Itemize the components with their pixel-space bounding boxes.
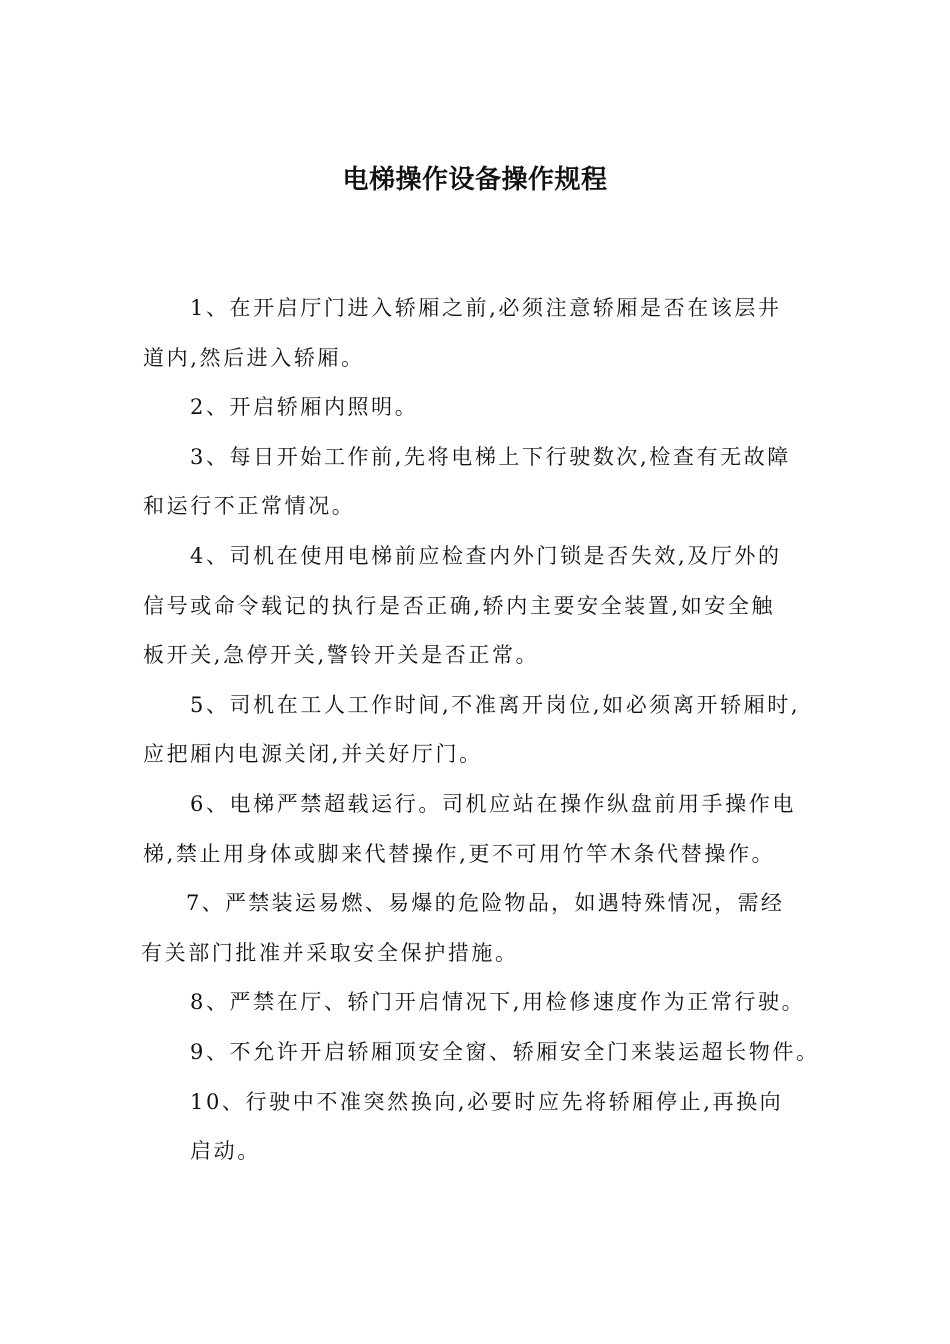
rule-10-line-1: 10、行驶中不准突然换向,必要时应先将轿厢停止,再换向	[190, 1090, 784, 1114]
rule-7-line-2: 有关部门批准并采取安全保护措施。	[141, 941, 519, 965]
rule-6-line-1: 6、电梯严禁超载运行。司机应站在操作纵盘前用手操作电	[190, 792, 796, 816]
rule-4-line-3: 板开关,急停开关,警铃开关是否正常。	[143, 643, 540, 667]
rule-4-line-1: 4、司机在使用电梯前应检查内外门锁是否失效,及厅外的	[190, 544, 782, 568]
rule-3-line-1: 3、每日开始工作前,先将电梯上下行驶数次,检查有无故障	[190, 445, 791, 469]
rule-5-line-2: 应把厢内电源关闭,并关好厅门。	[143, 742, 483, 766]
rule-3-line-2: 和运行不正常情况。	[143, 494, 356, 518]
rule-10-line-2: 启动。	[190, 1139, 261, 1163]
document-title: 电梯操作设备操作规程	[342, 165, 608, 195]
rule-5-line-1: 5、司机在工人工作时间,不准离开岗位,如必须离开轿厢时,	[190, 693, 801, 717]
rule-6-line-2: 梯,禁止用身体或脚来代替操作,更不可用竹竿木条代替操作。	[143, 842, 776, 866]
rule-7-line-1: 7、严禁装运易燃、易爆的危险物品，如遇特殊情况，需经	[186, 891, 785, 915]
rule-1-line-1: 1、在开启厅门进入轿厢之前,必须注意轿厢是否在该层井	[190, 296, 782, 320]
rule-8-line-1: 8、严禁在厅、轿门开启情况下,用检修速度作为正常行驶。	[190, 990, 806, 1014]
rule-2-line-1: 2、开启轿厢内照明。	[190, 395, 419, 419]
rule-1-line-2: 道内,然后进入轿厢。	[143, 346, 365, 370]
rule-9-line-1: 9、不允许开启轿厢顶安全窗、轿厢安全门来装运超长物件。	[190, 1040, 820, 1064]
rule-4-line-2: 信号或命令载记的执行是否正确,轿内主要安全装置,如安全触	[143, 594, 776, 618]
